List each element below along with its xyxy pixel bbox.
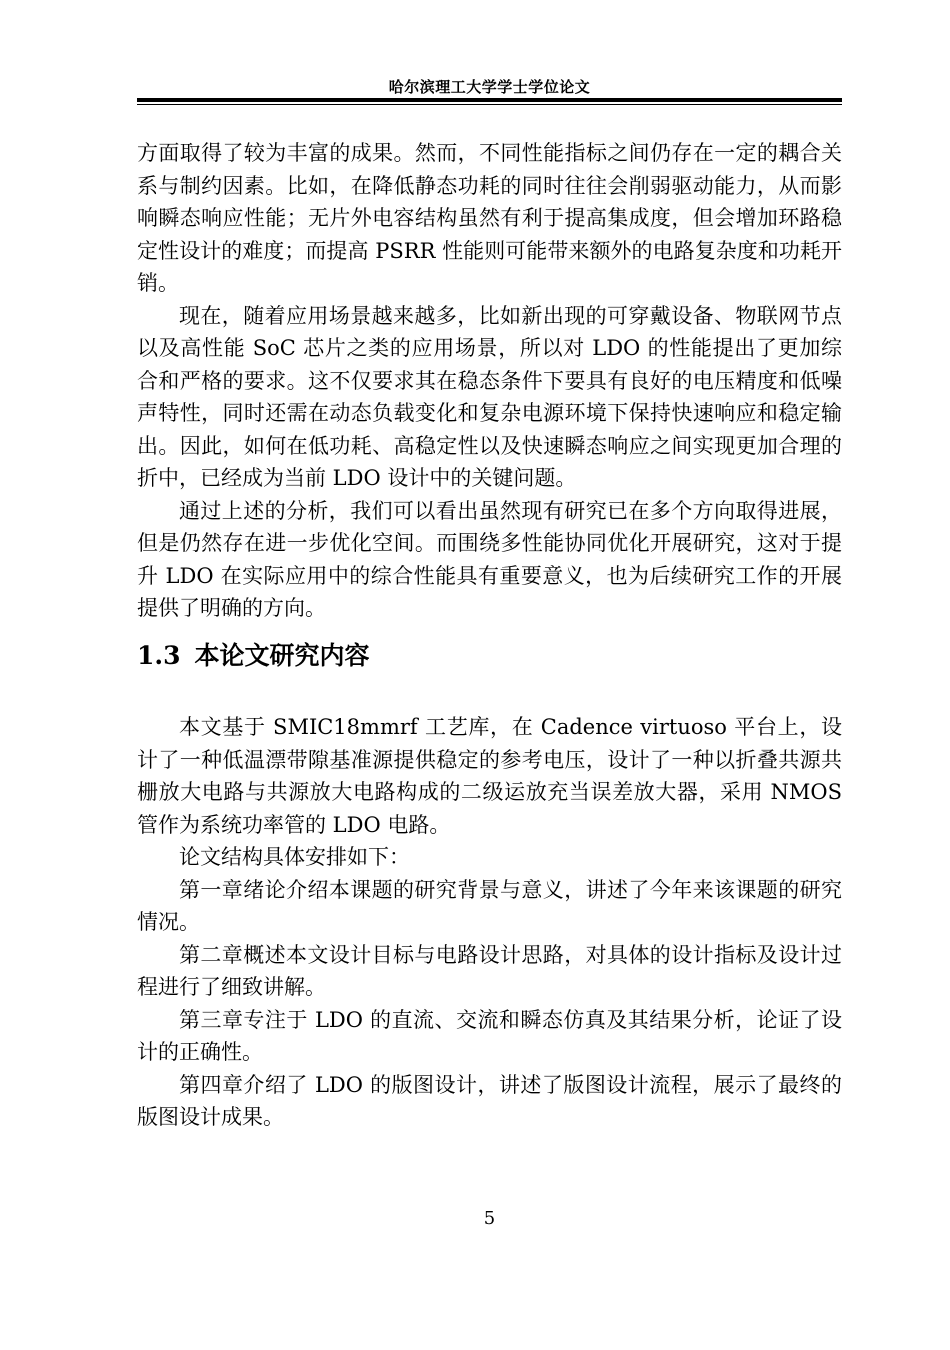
section-number: 1.3 [137,641,181,670]
paragraph-continuation: 方面取得了较为丰富的成果。然而，不同性能指标之间仍存在一定的耦合关系与制约因素。比如，在降低静态功耗的同时往往会削弱驱动能力，从而影响瞬态响应性能；无片外电容结构虽然有利于提高集成度，但会增加环路稳定性设计的难度；而提高 PSRR 性能则可能带来额外的电路复杂度和功耗开销。 [137,141,842,295]
page-number: 5 [483,1208,496,1229]
paragraph: 论文结构具体安排如下： [179,845,410,869]
page-header-title: 哈尔滨理工大学学士学位论文 [388,78,591,96]
paragraph: 第三章专注于 LDO 的直流、交流和瞬态仿真及其结果分析，论证了设计的正确性。 [137,1007,842,1064]
body-text-bottom [137,711,842,1134]
paragraph: 第一章绪论介绍本课题的研究背景与意义，讲述了今年来该课题的研究情况。 [137,877,842,934]
paragraph: 通过上述的分析，我们可以看出虽然现有研究已在多个方向取得进展，但是仍然存在进一步优化空间。而围绕多性能协同优化开展研究，这对于提升 LDO 在实际应用中的综合性能具有重要意义，也为后续研究工作的开展提供了明确的方向。 [137,498,842,620]
header-rule-thin [137,104,842,105]
section-heading [137,636,842,672]
body-text-top [137,137,842,625]
paragraph: 本文基于 SMIC18mmrf 工艺库，在 Cadence virtuoso 平台上，设计了一种低温漂带隙基准源提供稳定的参考电压，设计了一种以折叠共源共栅放大电路与共源放大电路构成的二级运放充当误差放大器，采用 NMOS 管作为系统功率管的 LDO 电路。 [137,715,842,837]
paragraph: 现在，随着应用场景越来越多，比如新出现的可穿戴设备、物联网节点以及高性能 SoC 芯片之类的应用场景，所以对 LDO 的性能提出了更加综合和严格的要求。这不仅要求其在稳态条件下要具有良好的电压精度和低噪声特性，同时还需在动态负载变化和复杂电源环境下保持快速响应和稳定输出。因此，如何在低功耗、高稳定性以及快速瞬态响应之间实现更加合理的折中，已经成为当前 LDO 设计中的关键问题。 [137,303,842,490]
paragraph: 第四章介绍了 LDO 的版图设计，讲述了版图设计流程，展示了最终的版图设计成果。 [137,1072,842,1129]
header-rule-thick [137,98,842,102]
section-title: 本论文研究内容 [194,641,370,670]
paragraph: 第二章概述本文设计目标与电路设计思路，对具体的设计指标及设计过程进行了细致讲解。 [137,942,842,999]
